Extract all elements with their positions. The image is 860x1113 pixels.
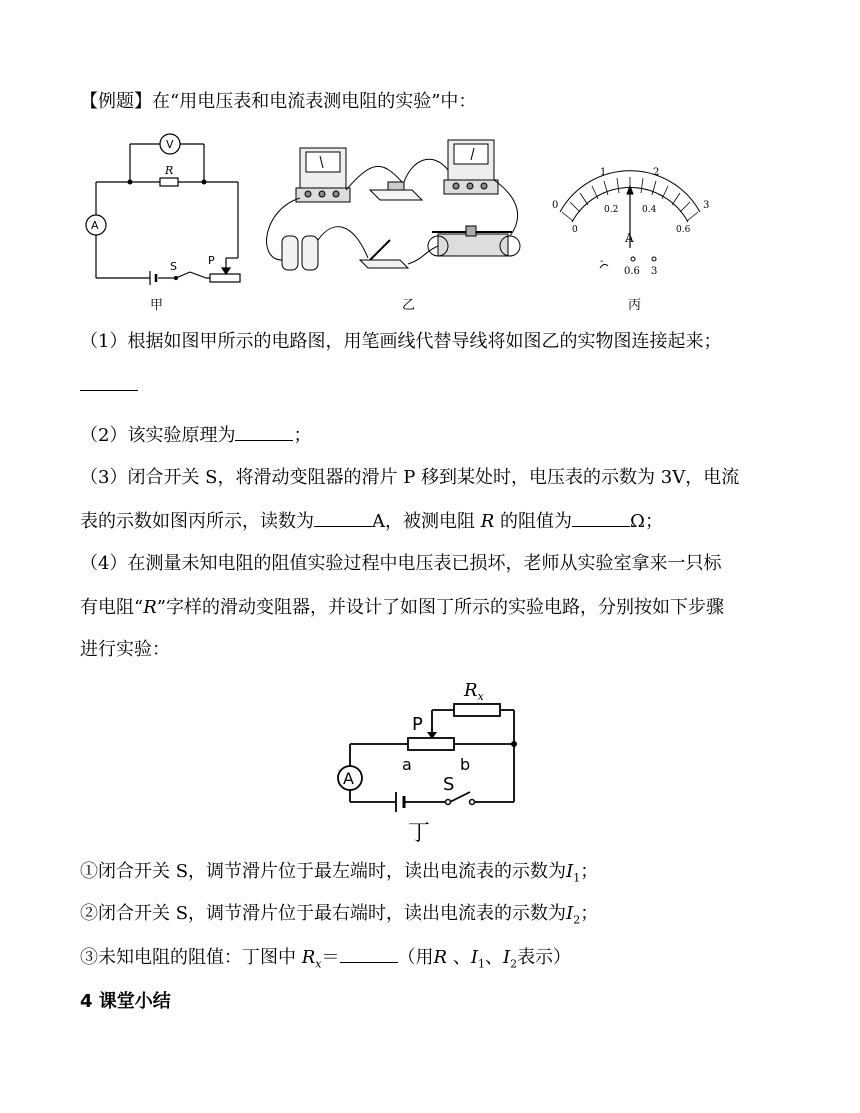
var-Rx-sub: x xyxy=(315,957,322,971)
switch-label: S xyxy=(170,260,177,273)
ding-switch-label: S xyxy=(443,774,455,795)
question-4-line1 xyxy=(80,552,721,576)
dial-top-2: 2 xyxy=(653,167,660,178)
dial-inner-02: 0.2 xyxy=(604,205,619,215)
figure-bing-caption: 丙 xyxy=(628,298,642,313)
figure-yi-apparatus xyxy=(262,140,542,290)
figure-yi-caption: 乙 xyxy=(402,298,416,313)
question-3-text-2b: A，被测电阻 xyxy=(372,511,475,532)
question-3-text-1: （3）闭合开关 S，将滑动变阻器的滑片 P 移到某处时，电压表的示数为 3V，电流 xyxy=(80,467,740,488)
example-suffix: 中： xyxy=(440,91,477,112)
var-I1: I xyxy=(566,861,574,882)
answer-blank-2[interactable] xyxy=(235,422,293,441)
question-1-text: （1）根据如图甲所示的电路图，用笔画线代替导线将如图乙的实物图连接起来； xyxy=(80,331,722,352)
question-2-end: ； xyxy=(293,425,312,446)
example-prefix: 【例题】在 xyxy=(80,91,170,112)
voltmeter-label: V xyxy=(166,138,174,151)
question-4-line3 xyxy=(80,638,170,662)
question-4-text-1: （4）在测量未知电阻的阻值实验过程中电压表已损坏，老师从实验室拿来一只标 xyxy=(80,553,722,574)
var-I1-b-sub: 1 xyxy=(477,957,485,971)
step-2-text: ②闭合开关 S，调节滑片位于最右端时，读出电流表的示数为 xyxy=(80,903,567,924)
question-4-line2 xyxy=(80,596,724,620)
dial-inner-04: 0.4 xyxy=(642,205,657,215)
question-1-answer-line xyxy=(80,372,138,398)
dial-inner-0: 0 xyxy=(572,225,578,235)
ammeter-label: A xyxy=(91,219,99,232)
answer-blank-3a[interactable] xyxy=(314,508,372,527)
ding-a-label: a xyxy=(402,755,412,774)
question-4-text-3: 进行实验： xyxy=(80,639,170,660)
var-I1-b: I xyxy=(470,947,478,968)
section-summary-heading: 4 课堂小结 xyxy=(80,991,171,1012)
question-2-text: （2）该实验原理为 xyxy=(80,425,236,446)
ding-slider-label: P xyxy=(412,714,423,735)
question-1 xyxy=(80,330,721,354)
step-3-text-e: 表示） xyxy=(517,947,572,968)
question-3-line1 xyxy=(80,466,739,490)
terminal-minus: - xyxy=(600,256,604,267)
answer-blank-1[interactable] xyxy=(80,372,138,391)
question-4-text-2a: 有电阻“ xyxy=(80,597,144,618)
dial-top-0: 0 xyxy=(552,200,559,211)
dial-center-label: A xyxy=(625,231,634,245)
figure-ding-circuit xyxy=(330,678,530,848)
question-3-text-2d: Ω； xyxy=(630,511,663,532)
question-3-line2 xyxy=(80,508,663,534)
var-R: R xyxy=(480,511,495,532)
dial-inner-06: 0.6 xyxy=(676,225,691,235)
var-I2-b: I xyxy=(502,947,511,968)
question-3-text-2c: 的阻值为 xyxy=(500,511,573,532)
step-3-sep-2: 、 xyxy=(484,947,503,968)
example-quoted: “用电压表和电流表测电阻的实验” xyxy=(170,91,441,112)
terminal-3: 3 xyxy=(651,266,658,277)
equals-sign: ＝ xyxy=(321,947,340,968)
figure-ding-caption: 丁 xyxy=(408,821,431,846)
answer-blank-3b[interactable] xyxy=(572,508,630,527)
var-I1-sub: 1 xyxy=(573,871,581,885)
var-I2: I xyxy=(566,903,574,924)
dial-top-3: 3 xyxy=(703,200,710,211)
dial-top-1: 1 xyxy=(600,167,607,178)
var-R-2: R xyxy=(433,947,448,968)
var-R-quoted: R xyxy=(143,597,157,618)
step-2-end: ； xyxy=(580,903,599,924)
ding-ammeter-label: A xyxy=(343,769,354,788)
var-I2-sub: 2 xyxy=(573,913,581,927)
step-3-text-a: ③未知电阻的阻值：丁图中 xyxy=(80,947,296,968)
question-3-text-2a: 表的示数如图丙所示，读数为 xyxy=(80,511,314,532)
example-heading xyxy=(80,90,476,114)
step-1-end: ； xyxy=(580,861,599,882)
question-4-text-2b: ”字样的滑动变阻器，并设计了如图丁所示的实验电路，分别按如下步骤 xyxy=(156,597,724,618)
step-3-sep-1: 、 xyxy=(452,947,471,968)
step-3 xyxy=(80,944,571,977)
step-1 xyxy=(80,860,598,891)
figure-jia-caption: 甲 xyxy=(150,298,164,313)
step-1-text: ①闭合开关 S，调节滑片位于最左端时，读出电流表的示数为 xyxy=(80,861,567,882)
terminal-06: 0.6 xyxy=(624,266,640,277)
ding-b-label: b xyxy=(460,755,471,774)
resistor-label: R xyxy=(165,164,174,177)
figure-bing-meter xyxy=(540,160,720,285)
slider-label: P xyxy=(208,254,215,267)
rx-label: $R_x$ xyxy=(464,680,484,703)
var-I2-b-sub: 2 xyxy=(510,957,518,971)
step-3-text-b: （用 xyxy=(397,947,434,968)
answer-blank-4[interactable] xyxy=(340,944,398,963)
var-Rx: R xyxy=(301,947,316,968)
figure-jia-circuit xyxy=(78,130,248,290)
step-2 xyxy=(80,902,598,933)
question-2 xyxy=(80,422,311,448)
